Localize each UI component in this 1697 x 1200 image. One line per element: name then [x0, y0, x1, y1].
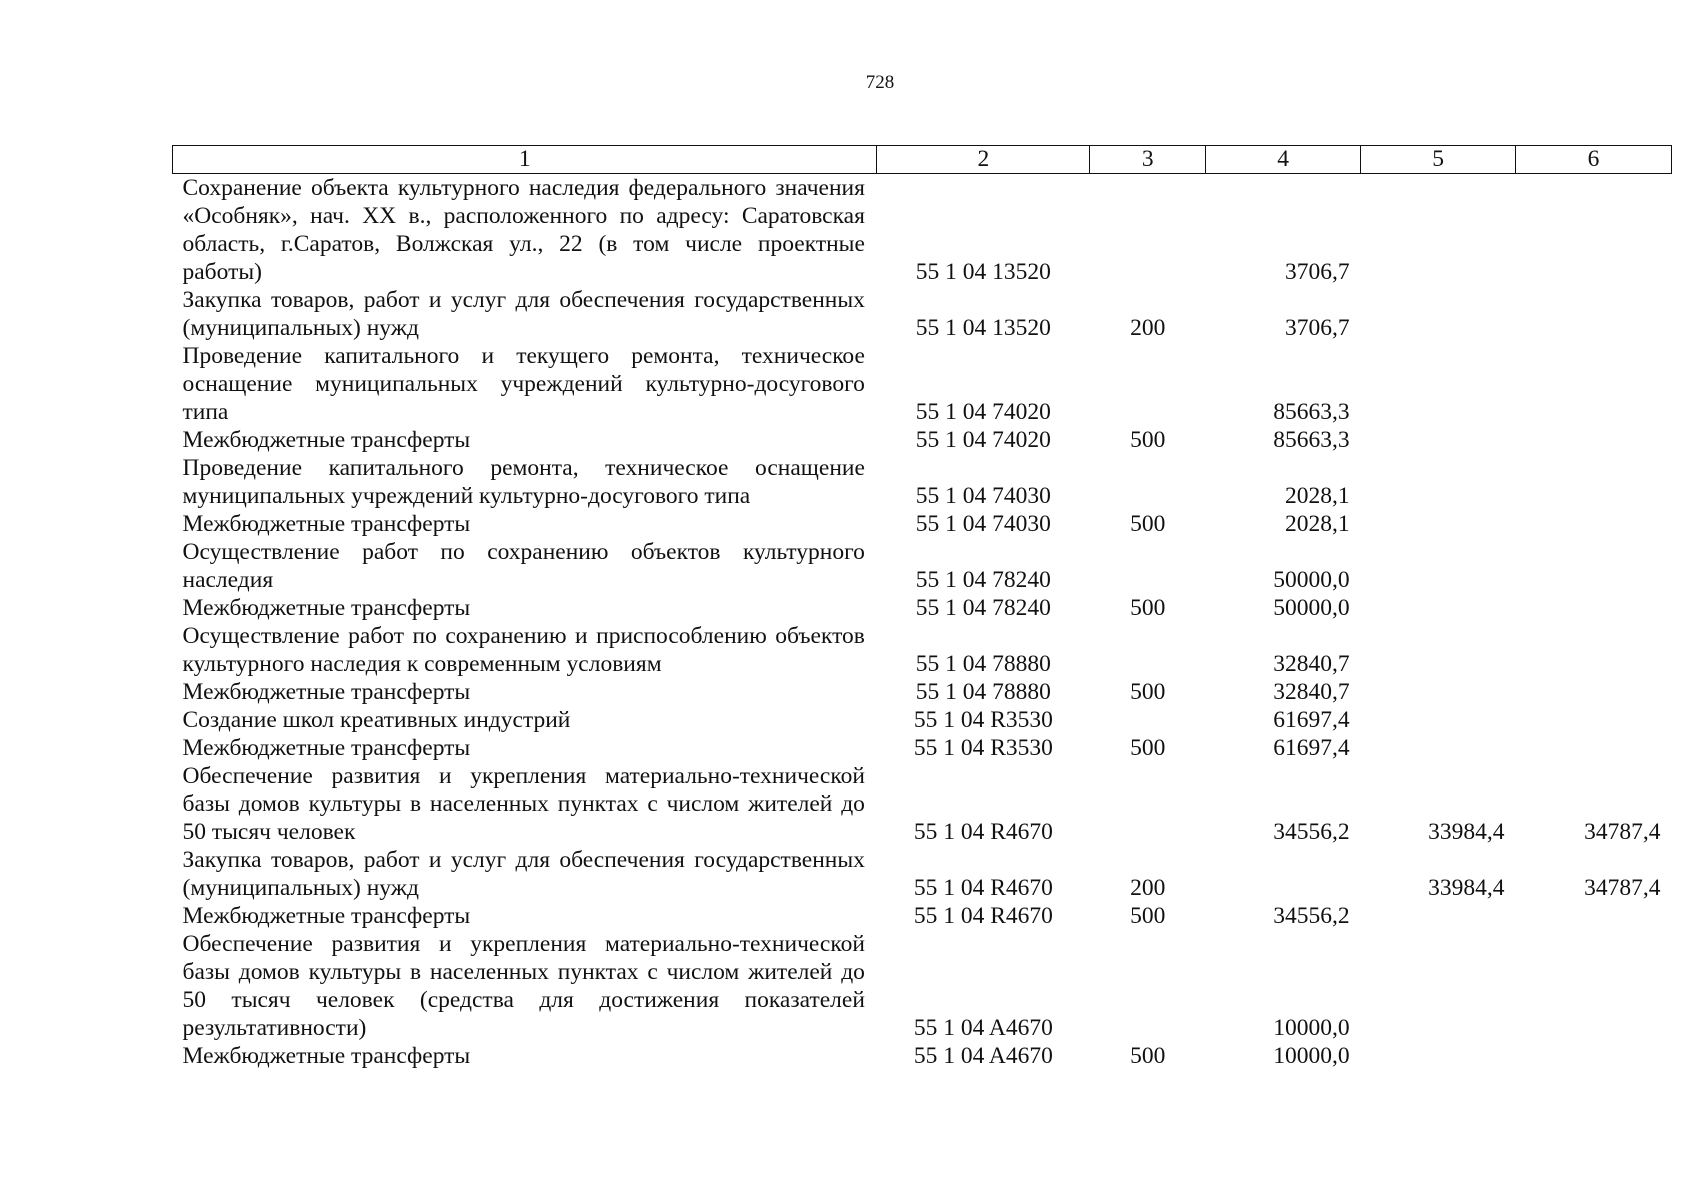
amount-col-4: 50000,0: [1273, 567, 1350, 593]
item-name: Межбюджетные трансферты: [182, 1043, 471, 1069]
expense-type: 500: [1130, 679, 1166, 705]
amount-col-5: [1361, 342, 1516, 426]
column-header-6: 6: [1516, 146, 1672, 174]
amount-col-6: [1516, 734, 1672, 762]
amount-col-4: 3706,7: [1284, 259, 1350, 285]
expense-type: 500: [1130, 735, 1166, 761]
amount-col-5: [1361, 734, 1516, 762]
amount-col-4: 50000,0: [1273, 595, 1350, 621]
amount-col-4: 85663,3: [1273, 399, 1350, 425]
amount-col-6: [1516, 594, 1672, 622]
budget-code: 55 1 04 R4670: [913, 819, 1053, 845]
table-row: [173, 678, 1672, 706]
amount-col-6: [1516, 454, 1672, 510]
expense-type: 500: [1130, 903, 1166, 929]
amount-col-6: [1516, 174, 1672, 287]
expense-type: 500: [1130, 1043, 1166, 1069]
amount-col-5: [1361, 454, 1516, 510]
amount-col-5: [1361, 426, 1516, 454]
amount-col-4: 2028,1: [1284, 511, 1350, 537]
expense-type: 200: [1130, 315, 1166, 341]
amount-col-4: 34556,2: [1273, 819, 1350, 845]
budget-table: [172, 145, 1672, 1070]
budget-code: 55 1 04 13520: [915, 259, 1051, 285]
table-row: [173, 622, 1672, 678]
header-row: [173, 146, 1672, 174]
budget-code: 55 1 04 13520: [915, 315, 1051, 341]
budget-code: 55 1 04 A4670: [913, 1015, 1053, 1041]
amount-col-6: [1516, 538, 1672, 594]
expense-type: [1090, 706, 1206, 734]
amount-col-6: [1516, 902, 1672, 930]
amount-col-6: [1516, 706, 1672, 734]
expense-type: [1090, 762, 1206, 846]
amount-col-6: 34787,4: [1584, 819, 1661, 845]
amount-col-5: [1361, 902, 1516, 930]
table-row: [173, 930, 1672, 1042]
amount-col-6: [1516, 930, 1672, 1042]
expense-type: [1090, 174, 1206, 287]
table-row: [173, 426, 1672, 454]
table-row: [173, 706, 1672, 734]
table-row: [173, 594, 1672, 622]
table-row: [173, 734, 1672, 762]
item-name: Закупка товаров, работ и услуг для обеспечения государственных (муниципальных) нужд: [182, 847, 865, 901]
table-row: [173, 538, 1672, 594]
amount-col-5: [1361, 706, 1516, 734]
amount-col-5: [1361, 930, 1516, 1042]
amount-col-4: 34556,2: [1273, 903, 1350, 929]
budget-code: 55 1 04 74020: [915, 427, 1051, 453]
page-number: 728: [865, 72, 895, 93]
item-name: Создание школ креативных индустрий: [182, 707, 571, 733]
table-row: [173, 286, 1672, 342]
amount-col-5: [1361, 678, 1516, 706]
expense-type: 500: [1130, 427, 1166, 453]
expense-type: [1090, 622, 1206, 678]
column-header-3: 3: [1090, 146, 1206, 174]
budget-code: 55 1 04 78240: [915, 595, 1051, 621]
amount-col-4: 85663,3: [1273, 427, 1350, 453]
table-row: [173, 846, 1672, 902]
item-name: Межбюджетные трансферты: [182, 427, 471, 453]
amount-col-5: [1361, 174, 1516, 287]
amount-col-5: [1361, 286, 1516, 342]
amount-col-5: [1361, 538, 1516, 594]
item-name: Межбюджетные трансферты: [182, 511, 471, 537]
budget-code: 55 1 04 R4670: [913, 903, 1053, 929]
amount-col-4: 3706,7: [1284, 315, 1350, 341]
expense-type: [1090, 538, 1206, 594]
table-row: [173, 902, 1672, 930]
amount-col-6: [1516, 426, 1672, 454]
expense-type: 500: [1130, 511, 1166, 537]
column-header-4: 4: [1206, 146, 1361, 174]
expense-type: [1090, 342, 1206, 426]
amount-col-5: [1361, 1042, 1516, 1070]
table-body: [173, 174, 1672, 1071]
amount-col-5: [1361, 622, 1516, 678]
budget-code: 55 1 04 74030: [915, 511, 1051, 537]
amount-col-6: [1516, 622, 1672, 678]
item-name: Межбюджетные трансферты: [182, 735, 471, 761]
column-header-1: 1: [173, 146, 877, 174]
amount-col-5: 33984,4: [1428, 819, 1505, 845]
amount-col-6: [1516, 510, 1672, 538]
table-row: [173, 510, 1672, 538]
item-name: Межбюджетные трансферты: [182, 903, 471, 929]
table-row: [173, 762, 1672, 846]
item-name: Межбюджетные трансферты: [182, 679, 471, 705]
amount-col-6: 34787,4: [1584, 875, 1661, 901]
item-name: Проведение капитального ремонта, техническое оснащение муниципальных учреждений культурно-досугового типа: [182, 455, 865, 509]
table-row: [173, 454, 1672, 510]
table-header: [173, 146, 1672, 174]
amount-col-6: [1516, 286, 1672, 342]
amount-col-4: 10000,0: [1273, 1043, 1350, 1069]
item-name: Осуществление работ по сохранению объектов культурного наследия: [182, 539, 865, 593]
budget-code: 55 1 04 74030: [915, 483, 1051, 509]
amount-col-4: 32840,7: [1273, 679, 1350, 705]
amount-col-4: 10000,0: [1273, 1015, 1350, 1041]
budget-code: 55 1 04 78880: [915, 679, 1051, 705]
budget-code: 55 1 04 A4670: [913, 1043, 1053, 1069]
budget-code: 55 1 04 78240: [915, 567, 1051, 593]
budget-code: 55 1 04 R3530: [913, 707, 1053, 733]
table-row: [173, 342, 1672, 426]
item-name: Закупка товаров, работ и услуг для обеспечения государственных (муниципальных) нужд: [182, 287, 865, 341]
item-name: Обеспечение развития и укрепления материально-технической базы домов культуры в населенных пунктах с числом жителей до 50 тысяч человек: [182, 763, 865, 845]
table-row: [173, 1042, 1672, 1070]
item-name: Межбюджетные трансферты: [182, 595, 471, 621]
amount-col-4: [1206, 846, 1361, 902]
amount-col-5: 33984,4: [1428, 875, 1505, 901]
amount-col-5: [1361, 510, 1516, 538]
budget-code: 55 1 04 74020: [915, 399, 1051, 425]
expense-type: [1090, 930, 1206, 1042]
budget-code: 55 1 04 R4670: [913, 875, 1053, 901]
amount-col-4: 61697,4: [1273, 735, 1350, 761]
expense-type: 500: [1130, 595, 1166, 621]
item-name: Проведение капитального и текущего ремонта, техническое оснащение муниципальных учреждений культурно-досугового типа: [182, 343, 865, 425]
amount-col-6: [1516, 678, 1672, 706]
expense-type: [1090, 454, 1206, 510]
budget-code: 55 1 04 78880: [915, 651, 1051, 677]
column-header-5: 5: [1361, 146, 1516, 174]
table-row: [173, 174, 1672, 287]
amount-col-4: 2028,1: [1284, 483, 1350, 509]
amount-col-4: 61697,4: [1273, 707, 1350, 733]
budget-code: 55 1 04 R3530: [913, 735, 1053, 761]
item-name: Обеспечение развития и укрепления материально-технической базы домов культуры в населенных пунктах с числом жителей до 50 тысяч человек (средства для достижения показателей результативности): [182, 931, 865, 1041]
amount-col-5: [1361, 594, 1516, 622]
item-name: Осуществление работ по сохранению и приспособлению объектов культурного наследия к современным условиям: [182, 623, 865, 677]
expense-type: 200: [1130, 875, 1166, 901]
amount-col-4: 32840,7: [1273, 651, 1350, 677]
column-header-2: 2: [877, 146, 1090, 174]
amount-col-6: [1516, 1042, 1672, 1070]
item-name: Сохранение объекта культурного наследия федерального значения «Особняк», нач. XX в., расположенного по адресу: Саратовская область, г.Саратов, Волжская ул., 22 (в том числе проектные работы): [182, 175, 865, 285]
amount-col-6: [1516, 342, 1672, 426]
